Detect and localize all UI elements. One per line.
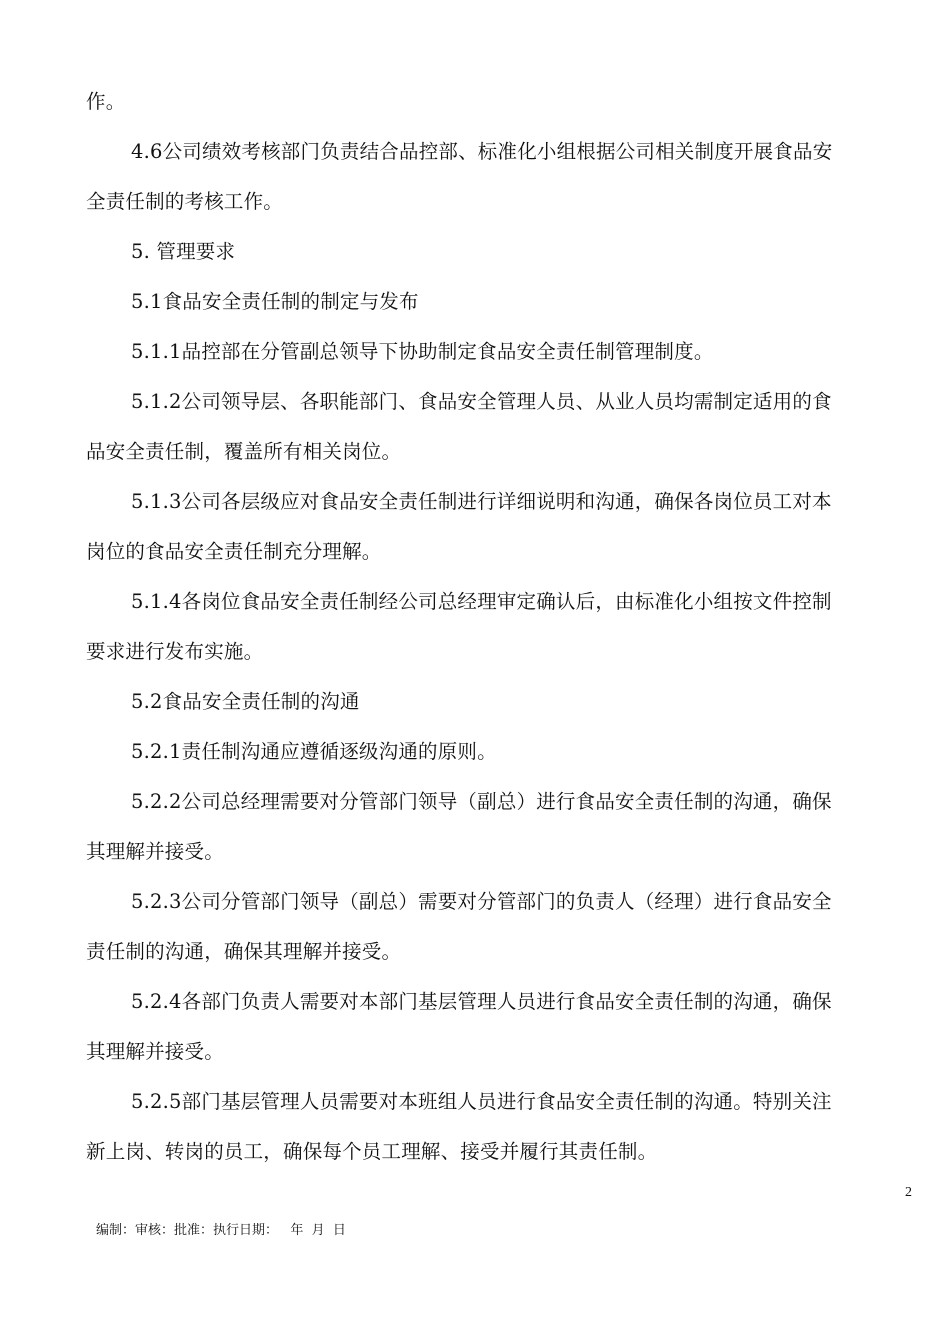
paragraph-line: 其理解并接受。 <box>86 840 224 863</box>
paragraph-line: 其理解并接受。 <box>86 1040 224 1063</box>
section-heading: 5. 管理要求 <box>131 240 236 263</box>
paragraph-line: 岗位的食品安全责任制充分理解。 <box>86 540 382 563</box>
paragraph-line: 5.1.1品控部在分管副总领导下协助制定食品安全责任制管理制度。 <box>131 340 714 363</box>
page-number: 2 <box>905 1185 912 1200</box>
paragraph-line: 责任制的沟通，确保其理解并接受。 <box>86 940 402 963</box>
paragraph-line: 5.1.4各岗位食品安全责任制经公司总经理审定确认后，由标准化小组按文件控制 <box>131 590 832 613</box>
approval-footer: 编制：审核：批准：执行日期： 年 月 日 <box>96 1223 346 1238</box>
paragraph-line: 全责任制的考核工作。 <box>86 190 284 213</box>
paragraph-line: 5.1.3公司各层级应对食品安全责任制进行详细说明和沟通，确保各岗位员工对本 <box>131 490 832 513</box>
paragraph-line: 5.1.2公司领导层、各职能部门、食品安全管理人员、从业人员均需制定适用的食 <box>131 390 832 413</box>
paragraph-line: 5.2.4各部门负责人需要对本部门基层管理人员进行食品安全责任制的沟通，确保 <box>131 990 832 1013</box>
paragraph-line: 5.2.5部门基层管理人员需要对本班组人员进行食品安全责任制的沟通。特别关注 <box>131 1090 832 1113</box>
subsection-heading: 5.1食品安全责任制的制定与发布 <box>131 290 419 313</box>
paragraph-line: 品安全责任制，覆盖所有相关岗位。 <box>86 440 402 463</box>
paragraph-line: 作。 <box>86 90 126 113</box>
paragraph-line: 要求进行发布实施。 <box>86 640 264 663</box>
subsection-heading: 5.2食品安全责任制的沟通 <box>131 690 360 713</box>
paragraph-line: 4.6公司绩效考核部门负责结合品控部、标准化小组根据公司相关制度开展食品安 <box>131 140 833 163</box>
paragraph-line: 5.2.1责任制沟通应遵循逐级沟通的原则。 <box>131 740 497 763</box>
paragraph-line: 5.2.3公司分管部门领导（副总）需要对分管部门的负责人（经理）进行食品安全 <box>131 890 832 913</box>
paragraph-line: 5.2.2公司总经理需要对分管部门领导（副总）进行食品安全责任制的沟通，确保 <box>131 790 832 813</box>
paragraph-line: 新上岗、转岗的员工，确保每个员工理解、接受并履行其责任制。 <box>86 1140 658 1163</box>
